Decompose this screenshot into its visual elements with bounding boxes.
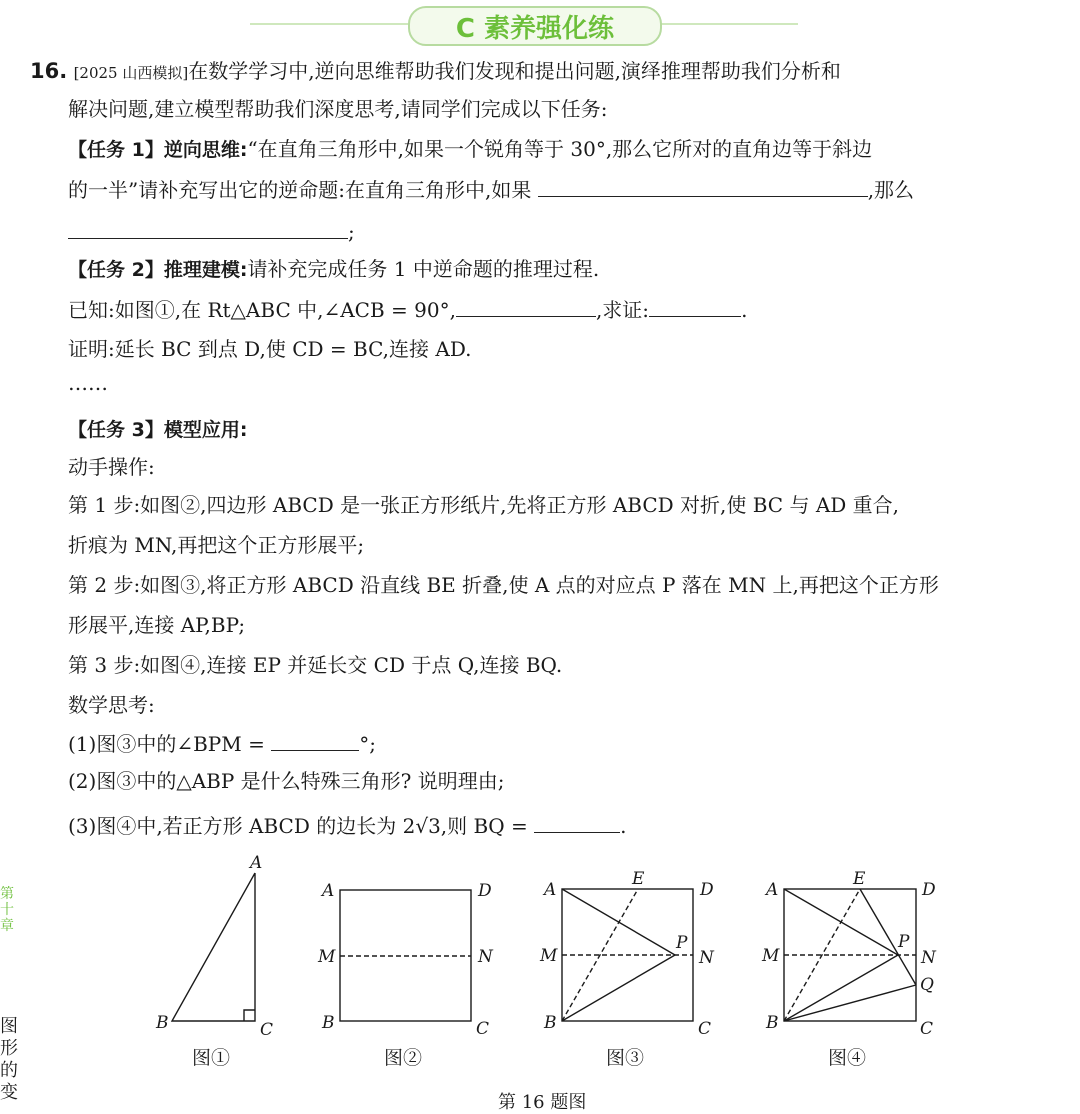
q1-unit: °;: [359, 732, 376, 756]
figures-svg: [0, 848, 1080, 1078]
fig4-label-d: D: [922, 880, 936, 900]
task1-text-2: 的一半”请补充写出它的逆命题:在直角三角形中,如果: [68, 178, 532, 202]
fig3-segment-ap: [562, 889, 675, 955]
fig2-caption: 图②: [384, 1047, 423, 1069]
task2-heading: 【任务 2】推理建模:: [68, 259, 248, 281]
task3-step2b: [68, 610, 245, 640]
fig4-label-n: N: [921, 948, 936, 968]
fig3-label-m: M: [540, 946, 558, 966]
fig3-label-b: B: [544, 1013, 557, 1033]
fig3-label-a: A: [544, 880, 557, 900]
figure-2: [317, 881, 494, 1039]
task2-given-blank[interactable]: [456, 294, 596, 317]
fig4-segment-ap: [784, 889, 898, 955]
section-banner: [408, 6, 662, 46]
fig2-label-d: D: [478, 881, 492, 901]
step3-text: 第 3 步:如图④,连接 EP 并延长交 CD 于点 Q,连接 BQ.: [68, 653, 563, 677]
problem-intro-line1: [30, 56, 841, 88]
task3-heading: 【任务 3】模型应用:: [68, 419, 248, 441]
sidebar-char-2: 形: [0, 1038, 18, 1059]
fig4-label-a: A: [766, 880, 779, 900]
fig2-label-b: B: [322, 1013, 335, 1033]
task1-heading: 【任务 1】逆向思维:: [68, 139, 248, 161]
fig2-label-a: A: [322, 881, 335, 901]
figure-4: [761, 869, 937, 1039]
fig1-triangle: [172, 873, 255, 1021]
task2-proof-text: 证明:延长 BC 到点 D,使 CD = BC,连接 AD.: [68, 337, 472, 361]
task1-text-3: ,那么: [867, 178, 915, 202]
banner-line-left: [250, 23, 408, 25]
figures-title: 第 16 题图: [498, 1092, 587, 1113]
problem-source: [2025 山西模拟]: [73, 64, 189, 82]
task2-given-a: 已知:如图①,在 Rt△ABC 中,∠ACB = 90°,: [68, 298, 456, 322]
fig4-segment-bp: [784, 955, 898, 1021]
fig4-segment-bq: [784, 985, 916, 1021]
figure-3: [539, 869, 715, 1039]
fig3-label-c: C: [698, 1019, 712, 1039]
fig3-label-n: N: [699, 948, 714, 968]
task1-line1: [68, 134, 872, 165]
fig1-label-b: B: [156, 1013, 169, 1033]
task3-think-title: [68, 690, 155, 720]
fig2-label-c: C: [476, 1019, 490, 1039]
fig3-segment-bp: [562, 955, 675, 1021]
sidebar-char-3: 的: [0, 1060, 18, 1081]
fig3-caption: 图③: [606, 1047, 645, 1069]
q3-answer-blank[interactable]: [534, 810, 620, 833]
task2-given-b: ,求证:: [595, 298, 650, 322]
problem-intro-line2: [68, 94, 607, 124]
task3-step1a: [68, 490, 899, 520]
q1-text: (1)图③中的∠BPM =: [68, 732, 265, 756]
task3-step3: [68, 650, 562, 680]
fig4-label-m: M: [762, 946, 780, 966]
task1-answer-blank-2[interactable]: [68, 216, 348, 239]
sidebar-chapter: 第十章: [0, 886, 14, 934]
sidebar-char-1: 图: [0, 1016, 18, 1037]
fig3-label-e: E: [632, 869, 645, 889]
question-3: [68, 810, 626, 841]
task1-answer-blank-1[interactable]: [538, 174, 868, 197]
fig4-label-e: E: [853, 869, 866, 889]
task1-line3: [68, 216, 355, 247]
problem-number: 16.: [30, 59, 68, 83]
fig3-label-d: D: [700, 880, 714, 900]
task2-line1: [68, 254, 599, 285]
task3-heading-row: [68, 414, 247, 445]
fig2-label-n: N: [478, 947, 493, 967]
think-title-text: 数学思考:: [68, 693, 155, 717]
fig1-label-a: A: [250, 853, 263, 873]
task1-text-1: “在直角三角形中,如果一个锐角等于 30°,那么它所对的直角边等于斜边: [247, 137, 873, 161]
fig4-label-q: Q: [920, 975, 934, 995]
banner-line-right: [658, 23, 798, 25]
fig1-right-angle: [244, 1010, 255, 1021]
task2-ellipsis-text: ……: [68, 371, 108, 395]
task3-step1b: [68, 530, 364, 560]
task2-text: 请补充完成任务 1 中逆命题的推理过程.: [247, 257, 600, 281]
task2-prove-blank[interactable]: [649, 294, 741, 317]
q3-end: .: [620, 814, 627, 838]
fig3-label-p: P: [676, 933, 688, 953]
banner-label: C 素养强化练: [455, 13, 615, 44]
q2-text: (2)图③中的△ABP 是什么特殊三角形? 说明理由;: [68, 769, 505, 793]
fig4-label-b: B: [766, 1013, 779, 1033]
fig1-label-c: C: [260, 1020, 274, 1040]
intro-text-1: 在数学学习中,逆向思维帮助我们发现和提出问题,演绎推理帮助我们分析和: [188, 59, 841, 83]
sidebar-char-4: 变: [0, 1082, 18, 1103]
question-1: [68, 728, 376, 759]
task2-proof: [68, 334, 472, 364]
task3-step2a: [68, 570, 939, 600]
question-2: [68, 766, 504, 796]
task2-given-c: .: [741, 298, 748, 322]
task2-ellipsis: [68, 368, 108, 398]
step2a-text: 第 2 步:如图③,将正方形 ABCD 沿直线 BE 折叠,使 A 点的对应点 P 落在 MN 上,再把这个正方形: [68, 573, 939, 597]
fig2-label-m: M: [318, 947, 336, 967]
fig1-caption: 图①: [192, 1047, 231, 1069]
fig4-label-p: P: [898, 932, 910, 952]
task1-line2: [68, 174, 914, 205]
task2-given: [68, 294, 747, 325]
fig4-label-c: C: [920, 1019, 934, 1039]
figure-1: [155, 853, 273, 1040]
fig4-caption: 图④: [828, 1047, 867, 1069]
op-title-text: 动手操作:: [68, 455, 155, 479]
task3-op-title: [68, 452, 155, 482]
q1-answer-blank[interactable]: [271, 728, 359, 751]
q3-text: (3)图④中,若正方形 ABCD 的边长为 2√3,则 BQ =: [68, 814, 528, 838]
step2b-text: 形展平,连接 AP,BP;: [68, 613, 246, 637]
task1-text-4: ;: [348, 220, 355, 244]
intro-text-2: 解决问题,建立模型帮助我们深度思考,请同学们完成以下任务:: [68, 97, 608, 121]
step1b-text: 折痕为 MN,再把这个正方形展平;: [68, 533, 365, 557]
step1a-text: 第 1 步:如图②,四边形 ABCD 是一张正方形纸片,先将正方形 ABCD 对折,使 BC 与 AD 重合,: [68, 493, 900, 517]
